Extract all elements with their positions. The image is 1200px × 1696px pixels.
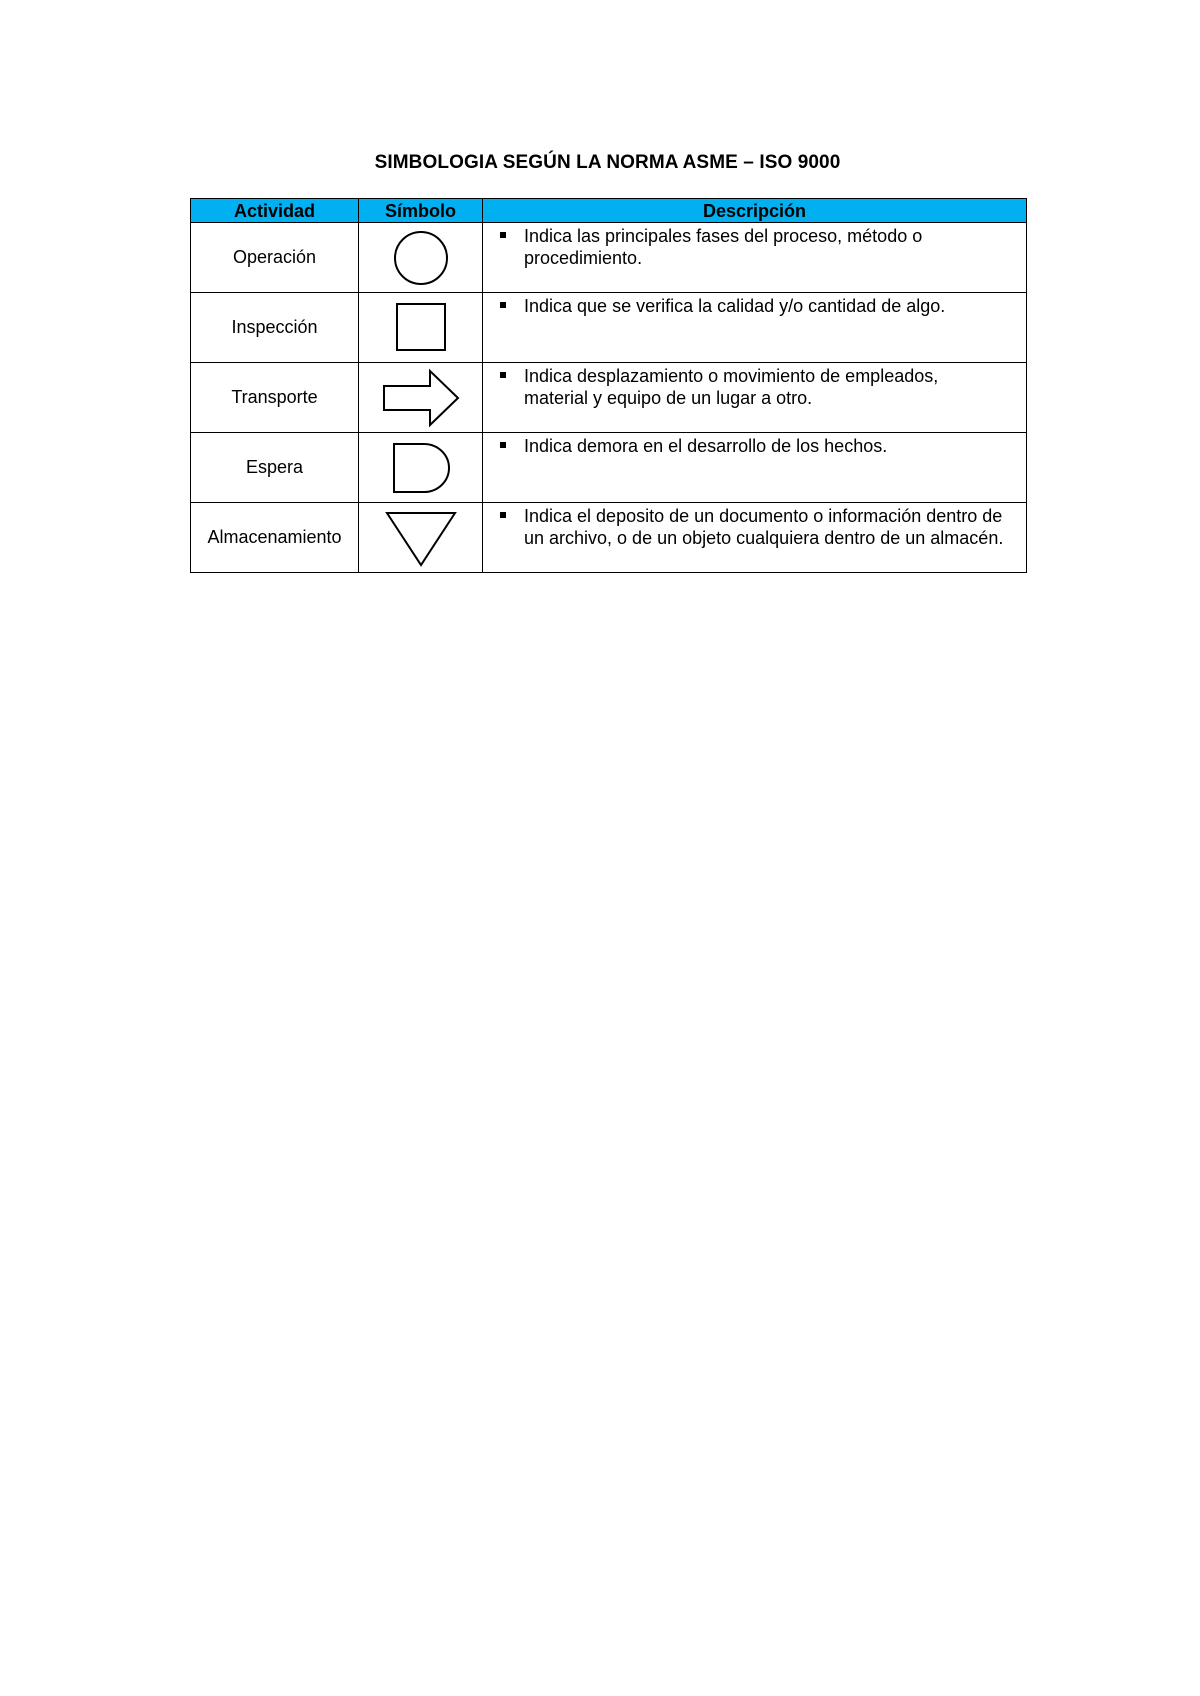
bullet-icon bbox=[500, 232, 506, 238]
table-row bbox=[191, 433, 1027, 503]
triangle-down-icon bbox=[384, 508, 458, 568]
description-text: Indica el deposito de un documento o información dentro de un archivo, o de un objeto cualquiera dentro de un almacén. bbox=[524, 506, 1004, 548]
symbol-cell bbox=[359, 503, 483, 573]
bullet-icon bbox=[500, 442, 506, 448]
table-row bbox=[191, 363, 1027, 433]
bullet-icon bbox=[500, 302, 506, 308]
symbol-cell bbox=[359, 363, 483, 433]
description-text: Indica las principales fases del proceso, método o procedimiento. bbox=[524, 226, 923, 268]
header-description: Descripción bbox=[483, 199, 1027, 223]
activity-cell: Espera bbox=[191, 433, 359, 503]
d-shape-icon bbox=[389, 438, 453, 498]
symbol-cell bbox=[359, 223, 483, 293]
description-cell bbox=[483, 363, 1027, 433]
square-icon bbox=[391, 298, 451, 358]
table-row bbox=[191, 223, 1027, 293]
description-cell bbox=[483, 223, 1027, 293]
header-activity: Actividad bbox=[191, 199, 359, 223]
table-row bbox=[191, 293, 1027, 363]
activity-cell: Almacenamiento bbox=[191, 503, 359, 573]
table-row bbox=[191, 503, 1027, 573]
description-cell bbox=[483, 503, 1027, 573]
activity-cell: Operación bbox=[191, 223, 359, 293]
header-symbol: Símbolo bbox=[359, 199, 483, 223]
symbol-table bbox=[190, 198, 1027, 573]
description-text: Indica desplazamiento o movimiento de empleados, material y equipo de un lugar a otro. bbox=[524, 366, 939, 408]
symbol-cell bbox=[359, 293, 483, 363]
bullet-icon bbox=[500, 372, 506, 378]
description-text: Indica que se verifica la calidad y/o cantidad de algo. bbox=[524, 296, 946, 316]
activity-cell: Inspección bbox=[191, 293, 359, 363]
table-header-row bbox=[191, 199, 1027, 223]
document-title: SIMBOLOGIA SEGÚN LA NORMA ASME – ISO 9000 bbox=[374, 152, 841, 173]
symbol-cell bbox=[359, 433, 483, 503]
circle-icon bbox=[391, 228, 451, 288]
description-cell bbox=[483, 433, 1027, 503]
arrow-right-icon bbox=[381, 368, 461, 428]
bullet-icon bbox=[500, 512, 506, 518]
description-cell bbox=[483, 293, 1027, 363]
description-text: Indica demora en el desarrollo de los hechos. bbox=[524, 436, 888, 456]
activity-cell: Transporte bbox=[191, 363, 359, 433]
